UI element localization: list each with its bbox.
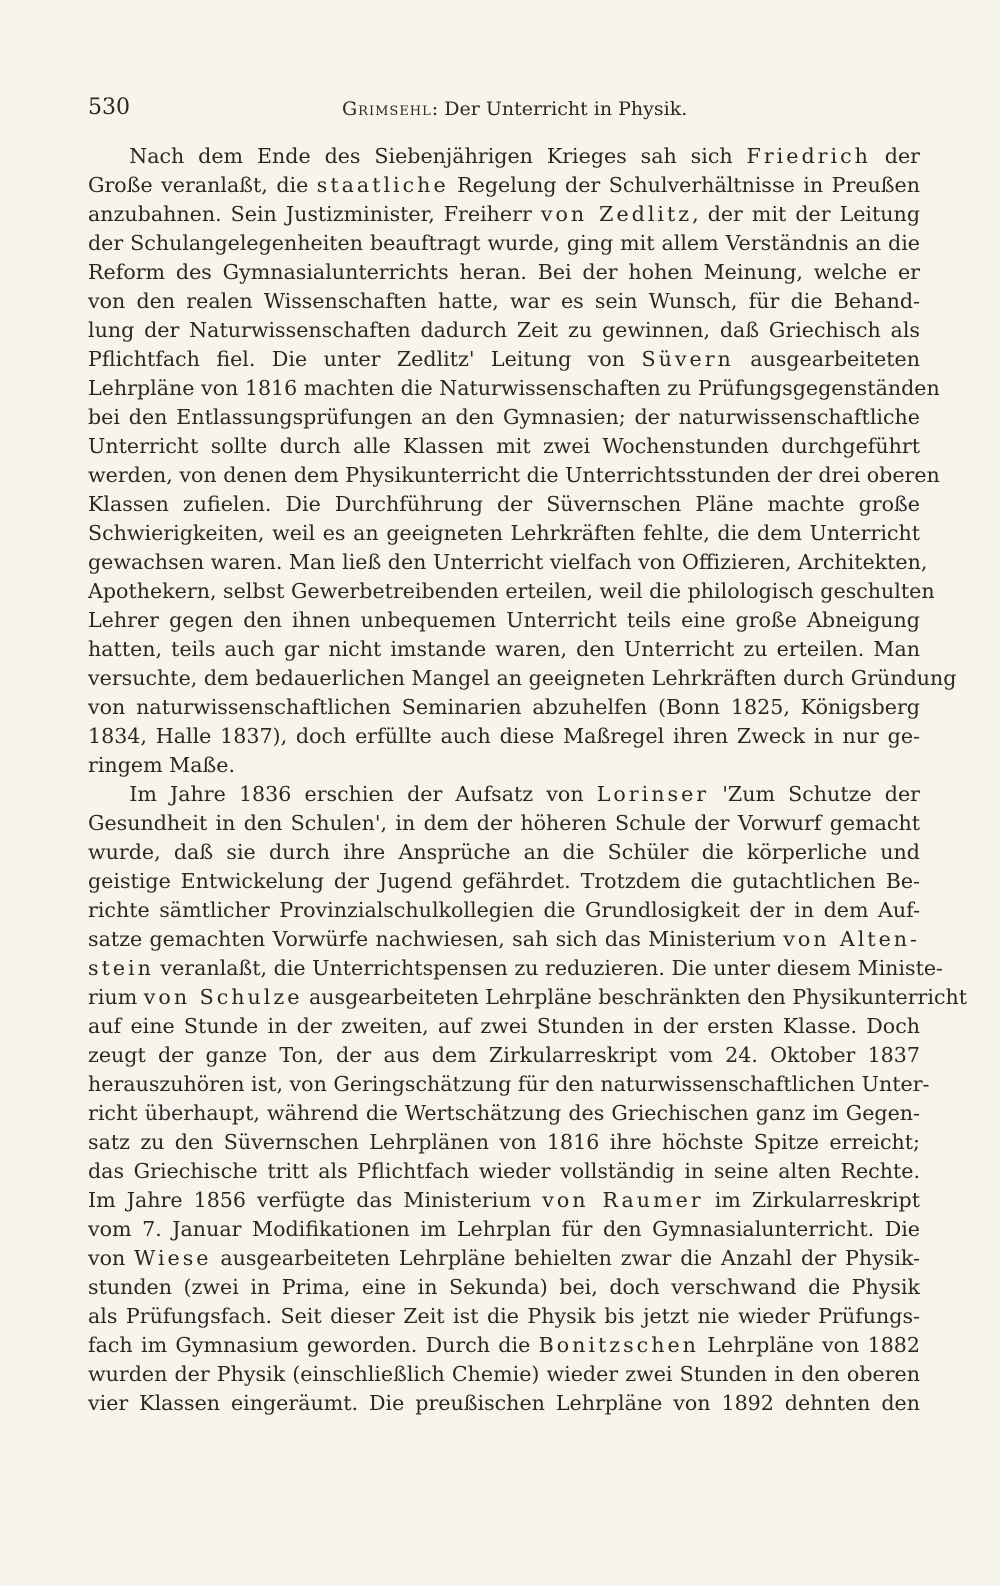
text-line	[88, 200, 920, 229]
text-segment: vom 7. Januar Modifikationen im Lehrplan für den Gymnasialunterricht. Die	[88, 1217, 920, 1241]
text-segment: Reform des Gymnasialunterrichts heran. Bei der hohen Meinung, welche er	[88, 260, 920, 284]
body-text	[88, 142, 968, 1418]
text-segment: von den realen Wissenschaften hatte, war es sein Wunsch, für die Behand-	[88, 289, 920, 313]
text-segment: hatten, teils auch gar nicht imstande waren, den Unterricht zu erteilen. Man	[88, 637, 920, 661]
text-segment: Gesundheit in den Schulen', in dem der höheren Schule der Vorwurf gemacht	[88, 811, 920, 835]
text-segment: ausgearbeiteten Lehrpläne beschränkten den Physikunterricht	[302, 985, 968, 1009]
text-segment: satz zu den Süvernschen Lehrplänen von 1816 ihre höchste Spitze erreicht;	[88, 1130, 920, 1154]
text-segment: Lehrpläne von 1882	[698, 1333, 921, 1357]
text-segment: zeugt der ganze Ton, der aus dem Zirkularreskript vom 24. Oktober 1837	[88, 1043, 920, 1067]
text-line	[88, 1273, 920, 1302]
text-line	[88, 1128, 920, 1157]
text-segment: richt überhaupt, während die Wertschätzung des Griechischen ganz im Gegen-	[88, 1101, 920, 1125]
text-line	[88, 577, 935, 606]
text-segment: von	[88, 1246, 135, 1270]
text-line	[88, 1360, 920, 1389]
text-line	[88, 229, 920, 258]
text-line	[88, 925, 920, 954]
text-segment: stunden (zwei in Prima, eine in Sekunda) bei, doch verschwand die Physik	[88, 1275, 920, 1299]
text-segment: Schwierigkeiten, weil es an geeigneten Lehrkräften fehlte, die dem Unterricht	[88, 521, 920, 545]
text-line	[88, 1099, 920, 1128]
text-line	[88, 374, 940, 403]
spaced-name: Bonitzschen	[538, 1333, 699, 1357]
text-line	[88, 345, 920, 374]
text-line	[88, 1244, 920, 1273]
text-line	[88, 635, 920, 664]
spaced-name: Wiese	[134, 1246, 212, 1270]
text-line	[88, 171, 920, 200]
text-segment: als Prüfungsfach. Seit dieser Zeit ist die Physik bis jetzt nie wieder Prüfungs-	[88, 1304, 920, 1328]
text-line	[88, 606, 920, 635]
text-segment: Pflichtfach fiel. Die unter Zedlitz' Leitung von	[88, 347, 642, 371]
text-segment: werden, von denen dem Physikunterricht die Unterrichtsstunden der drei oberen	[88, 463, 940, 487]
text-segment: wurde, daß sie durch ihre Ansprüche an die Schüler die körperliche und	[88, 840, 920, 864]
spaced-name: von Zedlitz	[540, 202, 693, 226]
text-line	[88, 751, 920, 780]
text-segment: versuchte, dem bedauerlichen Mangel an geeigneten Lehrkräften durch Gründung	[88, 666, 957, 690]
text-segment: 'Zum Schutze der	[709, 782, 920, 806]
text-segment: Große veranlaßt, die	[88, 173, 317, 197]
text-line	[88, 403, 920, 432]
running-head-author: Grimsehl	[342, 98, 432, 120]
spaced-name: staatliche	[316, 173, 449, 197]
running-head-separator: :	[431, 98, 439, 120]
text-segment: wurden der Physik (einschließlich Chemie) wieder zwei Stunden in den oberen	[88, 1362, 920, 1386]
text-segment: im Zirkularreskript	[703, 1188, 921, 1212]
text-line	[88, 896, 920, 925]
text-line	[88, 1070, 930, 1099]
text-segment: richte sämtlicher Provinzialschulkollegien die Grundlosigkeit der in dem Auf-	[88, 898, 920, 922]
text-line	[88, 954, 943, 983]
text-line	[88, 983, 968, 1012]
text-line	[88, 664, 957, 693]
text-segment: gewachsen waren. Man ließ den Unterricht vielfach von Offizieren, Architekten,	[88, 550, 928, 574]
text-segment: 1834, Halle 1837), doch erfüllte auch diese Maßregel ihren Zweck in nur ge-	[88, 724, 920, 748]
text-line	[88, 1302, 920, 1331]
text-segment: auf eine Stunde in der zweiten, auf zwei Stunden in der ersten Klasse. Doch	[88, 1014, 920, 1038]
spaced-name: Friedrich	[746, 144, 871, 168]
text-segment: geistige Entwickelung der Jugend gefährdet. Trotzdem die gutachtlichen Be-	[88, 869, 920, 893]
running-head	[342, 97, 687, 121]
text-segment: der	[870, 144, 920, 168]
text-segment: rium	[88, 985, 144, 1009]
text-segment: , der mit der Leitung	[692, 202, 920, 226]
text-line	[88, 1215, 920, 1244]
text-segment: Im Jahre 1836 erschien der Aufsatz von	[88, 782, 597, 806]
text-segment: Regelung der Schulverhältnisse in Preußen	[448, 173, 920, 197]
page-number: 530	[88, 95, 130, 120]
text-segment: veranlaßt, die Unterrichtspensen zu reduzieren. Die unter diesem Ministe-	[153, 956, 943, 980]
text-line	[88, 693, 920, 722]
text-segment: lung der Naturwissenschaften dadurch Zeit zu gewinnen, daß Griechisch als	[88, 318, 920, 342]
text-line	[88, 548, 928, 577]
text-segment: fach im Gymnasium geworden. Durch die	[88, 1333, 539, 1357]
text-segment: von naturwissenschaftlichen Seminarien abzuhelfen (Bonn 1825, Königsberg	[88, 695, 920, 719]
text-segment: ausgearbeiteten Lehrpläne behielten zwar die Anzahl der Physik-	[211, 1246, 920, 1270]
text-line	[88, 867, 920, 896]
text-line	[88, 1157, 920, 1186]
text-line	[88, 316, 920, 345]
text-segment: Lehrpläne von 1816 machten die Naturwissenschaften zu Prüfungsgegenständen	[88, 376, 940, 400]
text-line	[88, 1041, 920, 1070]
text-segment: satze gemachten Vorwürfe nachwiesen, sah sich das Ministerium	[88, 927, 784, 951]
text-line	[88, 142, 920, 171]
text-segment: Nach dem Ende des Siebenjährigen Krieges sah sich	[88, 144, 747, 168]
text-line	[88, 1012, 920, 1041]
text-line	[88, 432, 920, 461]
text-line	[88, 722, 920, 751]
text-line	[88, 809, 920, 838]
text-segment: Unterricht sollte durch alle Klassen mit zwei Wochenstunden durchgeführt	[88, 434, 920, 458]
text-line	[88, 519, 920, 548]
text-line	[88, 258, 920, 287]
text-segment: ringem Maße.	[88, 753, 235, 777]
text-segment: vier Klassen eingeräumt. Die preußischen Lehrpläne von 1892 dehnten den	[88, 1391, 920, 1415]
text-line	[88, 461, 940, 490]
text-line	[88, 780, 920, 809]
running-head-title: Der Unterricht in Physik.	[444, 98, 688, 120]
spaced-name: stein	[88, 956, 154, 980]
text-segment: ausgearbeiteten	[733, 347, 920, 371]
spaced-name: von Raumer	[542, 1188, 704, 1212]
text-segment: der Schulangelegenheiten beauftragt wurde, ging mit allem Verständnis an die	[88, 231, 920, 255]
text-segment: Im Jahre 1856 verfügte das Ministerium	[88, 1188, 543, 1212]
text-segment: das Griechische tritt als Pflichtfach wieder vollständig in seine alten Rechte.	[88, 1159, 920, 1183]
spaced-name: Lorinser	[596, 782, 710, 806]
spaced-name: Süvern	[641, 347, 734, 371]
page-header	[88, 95, 920, 125]
text-line	[88, 838, 920, 867]
text-segment: herauszuhören ist, von Geringschätzung für den naturwissenschaftlichen Unter-	[88, 1072, 930, 1096]
text-line	[88, 1331, 920, 1360]
text-line	[88, 1186, 920, 1215]
spaced-name: von Alten-	[783, 927, 920, 951]
text-line	[88, 287, 920, 316]
text-segment: Apothekern, selbst Gewerbetreibenden erteilen, weil die philologisch geschulten	[88, 579, 935, 603]
text-line	[88, 490, 920, 519]
text-segment: anzubahnen. Sein Justizminister, Freiherr	[88, 202, 541, 226]
text-segment: Lehrer gegen den ihnen unbequemen Unterricht teils eine große Abneigung	[88, 608, 920, 632]
text-segment: bei den Entlassungsprüfungen an den Gymnasien; der naturwissenschaftliche	[88, 405, 920, 429]
spaced-name: von Schulze	[143, 985, 303, 1009]
text-line	[88, 1389, 920, 1418]
text-segment: Klassen zufielen. Die Durchführung der Süvernschen Pläne machte große	[88, 492, 920, 516]
